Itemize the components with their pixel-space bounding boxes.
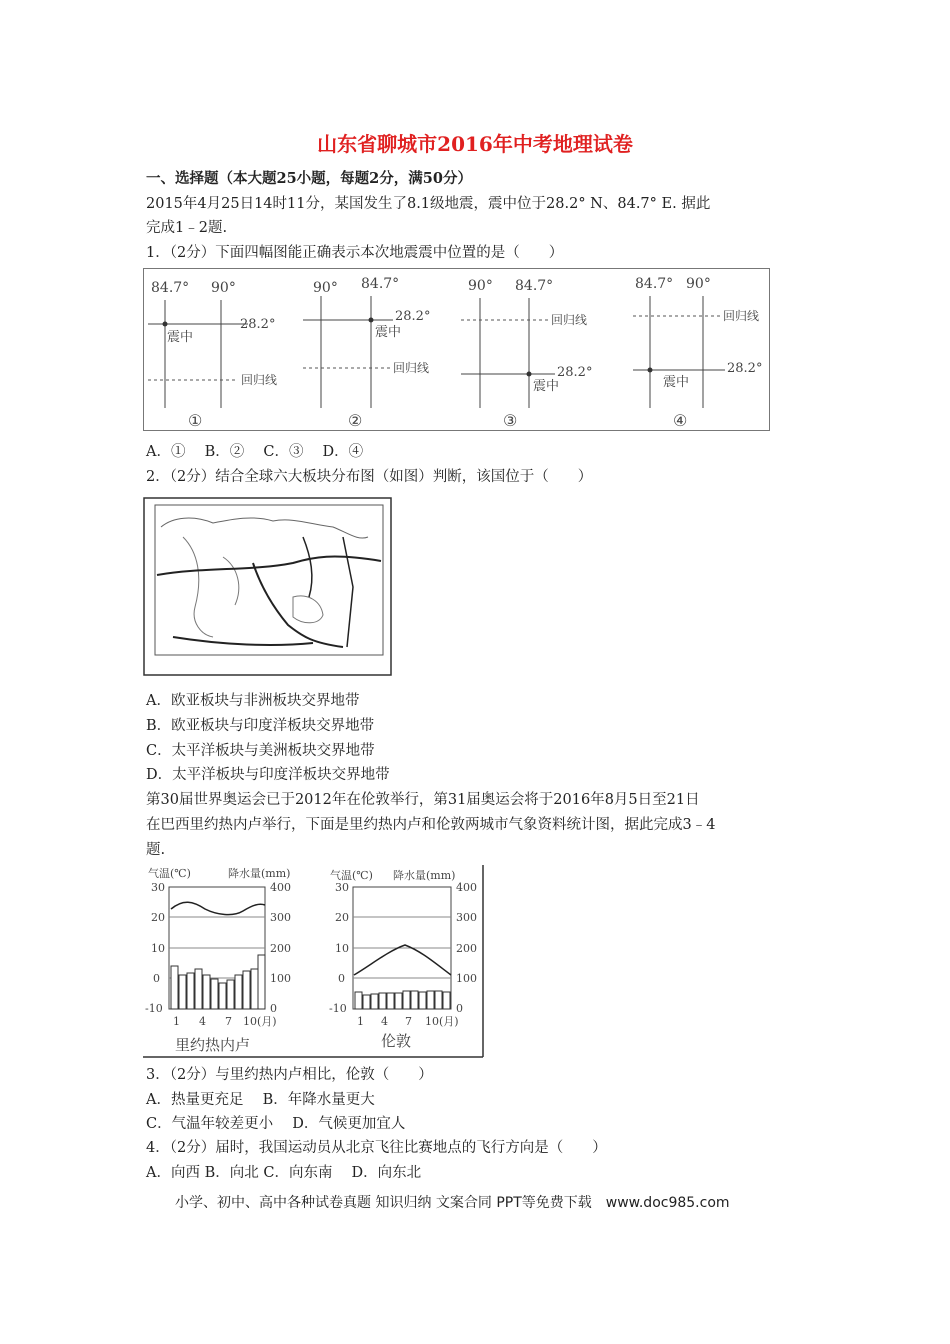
svg-text:300: 300 bbox=[270, 911, 291, 924]
svg-text:1: 1 bbox=[357, 1015, 364, 1028]
svg-text:10: 10 bbox=[151, 942, 165, 955]
question-2-stem: 2．（2分）结合全球六大板块分布图（如图）判断，该国位于（ ） bbox=[146, 469, 593, 485]
question-2-option: A．欧亚板块与非洲板块交界地带 bbox=[146, 693, 360, 709]
intro-line: 2015年4月25日14时11分，某国发生了8.1级地震，震中位于28.2° N、84.7° E. 据此 bbox=[146, 196, 711, 212]
climate-charts bbox=[143, 865, 488, 1060]
intro-line: 题. bbox=[146, 842, 166, 858]
lat-label: 28.2° bbox=[240, 317, 276, 332]
epicenter-label: 震中 bbox=[167, 330, 194, 345]
epicenter-label: 震中 bbox=[533, 379, 560, 394]
tropic-label: 回归线 bbox=[393, 361, 430, 375]
svg-text:10(月): 10(月) bbox=[425, 1015, 459, 1028]
lon-label: 90° bbox=[468, 278, 493, 294]
svg-text:100: 100 bbox=[270, 972, 291, 985]
question-1-stem: 1．（2分）下面四幅图能正确表示本次地震震中位置的是（ ） bbox=[146, 245, 564, 261]
svg-text:1: 1 bbox=[173, 1015, 180, 1028]
panel-number: ④ bbox=[673, 411, 688, 430]
question-4-options: A．向西 B．向北 C．向东南 D．向东北 bbox=[146, 1165, 422, 1181]
svg-text:0: 0 bbox=[153, 972, 160, 985]
svg-text:200: 200 bbox=[270, 942, 291, 955]
tropic-label: 回归线 bbox=[551, 313, 588, 327]
tropic-label: 回归线 bbox=[241, 373, 278, 387]
svg-text:400: 400 bbox=[456, 881, 477, 894]
rio-chart bbox=[145, 866, 291, 1054]
svg-text:10(月): 10(月) bbox=[243, 1015, 277, 1028]
question-3-option: A．热量更充足 B．年降水量更大 bbox=[146, 1092, 375, 1108]
question-3-stem: 3．（2分）与里约热内卢相比，伦敦（ ） bbox=[146, 1067, 433, 1083]
temp-axis-label: 气温(℃) bbox=[148, 867, 191, 880]
city-label: 里约热内卢 bbox=[175, 1036, 251, 1054]
intro-line: 第30届世界奥运会已于2012年在伦敦举行，第31届奥运会将于2016年8月5日至21日 bbox=[146, 792, 700, 808]
lon-label: 84.7° bbox=[151, 280, 190, 296]
svg-text:400: 400 bbox=[270, 881, 291, 894]
question-2-option: D．太平洋板块与印度洋板块交界地带 bbox=[146, 767, 390, 783]
svg-text:4: 4 bbox=[381, 1015, 388, 1028]
svg-text:200: 200 bbox=[456, 942, 477, 955]
svg-text:-10: -10 bbox=[329, 1002, 347, 1015]
svg-text:30: 30 bbox=[151, 881, 165, 894]
lon-label: 90° bbox=[686, 276, 711, 292]
svg-text:30: 30 bbox=[335, 881, 349, 894]
svg-text:4: 4 bbox=[199, 1015, 206, 1028]
panel-number: ② bbox=[348, 411, 363, 430]
page-title: 山东省聊城市2016年中考地理试卷 bbox=[317, 132, 633, 156]
svg-text:20: 20 bbox=[151, 911, 165, 924]
intro-line: 在巴西里约热内卢举行，下面是里约热内卢和伦敦两城市气象资料统计图，据此完成3﹣4 bbox=[146, 817, 716, 833]
section-heading: 一、选择题（本大题25小题，每题2分，满50分） bbox=[146, 170, 472, 187]
panel-number: ① bbox=[188, 411, 203, 430]
city-label: 伦敦 bbox=[381, 1032, 412, 1050]
svg-text:7: 7 bbox=[405, 1015, 412, 1028]
epicenter-label: 震中 bbox=[663, 375, 690, 390]
question-4-stem: 4．（2分）届时，我国运动员从北京飞往比赛地点的飞行方向是（ ） bbox=[146, 1140, 607, 1156]
lat-label: 28.2° bbox=[557, 365, 593, 380]
svg-text:0: 0 bbox=[270, 1002, 277, 1015]
epicenter-diagram bbox=[143, 268, 773, 433]
svg-text:降水量(mm): 降水量(mm) bbox=[393, 869, 456, 882]
panel-number: ③ bbox=[503, 411, 518, 430]
svg-text:10: 10 bbox=[335, 942, 349, 955]
svg-text:20: 20 bbox=[335, 911, 349, 924]
panel-1 bbox=[148, 280, 277, 430]
panel-4 bbox=[633, 276, 762, 430]
lon-label: 90° bbox=[211, 280, 236, 296]
lon-label: 84.7° bbox=[635, 276, 674, 292]
panel-2 bbox=[303, 276, 430, 430]
tropic-label: 回归线 bbox=[723, 309, 760, 323]
question-3-option: C．气温年较差更小 D．气候更加宜人 bbox=[146, 1116, 406, 1132]
footer-text: 小学、初中、高中各种试卷真题 知识归纳 文案合同 PPT等免费下载 www.doc985.com bbox=[175, 1195, 730, 1211]
svg-text:7: 7 bbox=[225, 1015, 232, 1028]
svg-text:-10: -10 bbox=[145, 1002, 163, 1015]
question-1-options: A．① B．② C．③ D．④ bbox=[146, 444, 364, 460]
svg-text:100: 100 bbox=[456, 972, 477, 985]
svg-text:300: 300 bbox=[456, 911, 477, 924]
svg-text:气温(℃): 气温(℃) bbox=[330, 869, 373, 882]
lat-label: 28.2° bbox=[395, 309, 431, 324]
panel-3 bbox=[461, 278, 592, 430]
epicenter-label: 震中 bbox=[375, 325, 402, 340]
lon-label: 84.7° bbox=[361, 276, 400, 292]
lon-label: 84.7° bbox=[515, 278, 554, 294]
svg-text:0: 0 bbox=[456, 1002, 463, 1015]
london-chart bbox=[329, 868, 477, 1050]
svg-text:0: 0 bbox=[338, 972, 345, 985]
precip-axis-label: 降水量(mm) bbox=[228, 867, 291, 880]
plate-map bbox=[143, 497, 393, 677]
question-2-option: B．欧亚板块与印度洋板块交界地带 bbox=[146, 718, 375, 734]
lon-label: 90° bbox=[313, 280, 338, 296]
question-2-option: C．太平洋板块与美洲板块交界地带 bbox=[146, 743, 375, 759]
lat-label: 28.2° bbox=[727, 361, 763, 376]
intro-line: 完成1﹣2题. bbox=[146, 220, 228, 236]
